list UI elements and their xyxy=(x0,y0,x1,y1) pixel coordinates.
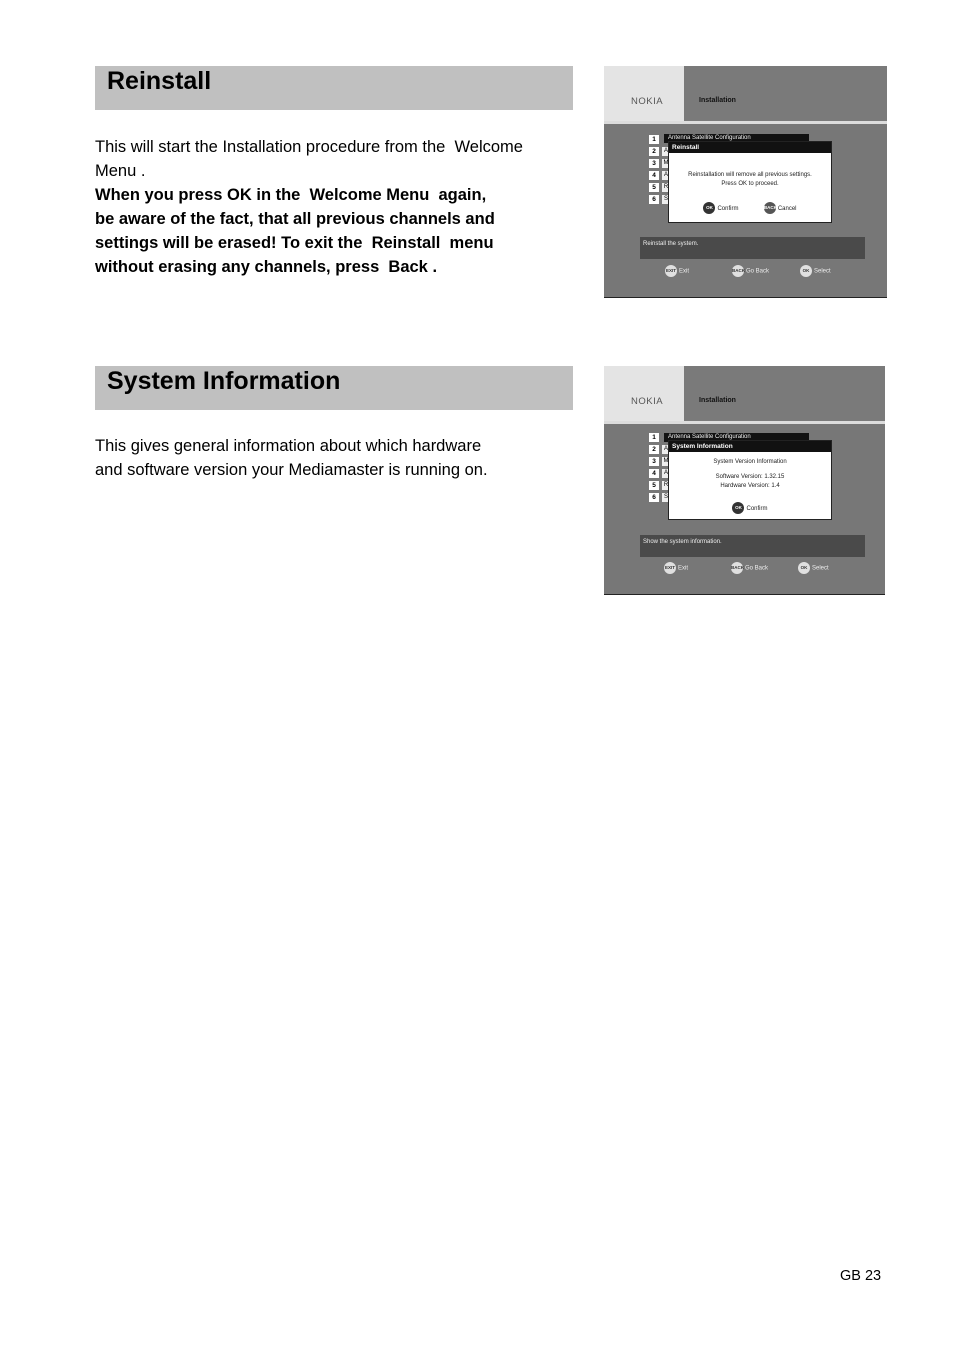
system-information-body xyxy=(95,434,565,482)
menu-item-letter: A xyxy=(663,470,668,476)
exit-label: Exit xyxy=(678,565,689,572)
hardware-version: Hardware Version: 1.4 xyxy=(720,483,780,489)
select-label: Select xyxy=(814,268,831,275)
cancel-label: Cancel xyxy=(777,205,797,212)
select-button[interactable] xyxy=(798,562,829,574)
ok-icon: OK xyxy=(798,562,810,574)
screen-bottom-edge xyxy=(604,594,885,595)
go-back-button[interactable] xyxy=(731,562,768,574)
reinstall-dialog xyxy=(668,141,832,223)
body-line: This gives general information about which hardware xyxy=(95,437,482,455)
body-line-warning: be aware of the fact, that all previous channels and xyxy=(95,210,495,228)
dialog-buttons xyxy=(669,502,831,514)
system-information-screenshot xyxy=(604,366,885,595)
go-back-button[interactable] xyxy=(732,265,769,277)
dialog-title: Reinstall xyxy=(669,142,831,153)
menu-number: 4 xyxy=(649,171,659,180)
brand-logo: NOKIA xyxy=(631,396,664,407)
menu-item-letter: S xyxy=(663,494,668,500)
menu-number: 2 xyxy=(649,147,659,156)
menu-item-letter: M xyxy=(663,160,669,166)
reinstall-header xyxy=(95,66,573,110)
menu-item-letter: A xyxy=(663,172,668,178)
menu-item-letter: M xyxy=(663,458,669,464)
menu-number: 3 xyxy=(649,457,659,466)
menu-number: 6 xyxy=(649,493,659,502)
status-bar: Show the system information. xyxy=(640,535,865,557)
brand-panel xyxy=(604,66,684,121)
system-information-header xyxy=(95,366,573,410)
ok-icon: OK xyxy=(800,265,812,277)
menu-title: Antenna Satellite Configuration xyxy=(664,134,809,143)
exit-icon: EXIT xyxy=(665,265,677,277)
confirm-label: Confirm xyxy=(717,205,739,212)
header-panel xyxy=(684,366,885,421)
menu-item-letter: A xyxy=(663,446,668,452)
menu-number: 6 xyxy=(649,195,659,204)
body-line: and software version your Mediamaster is running on. xyxy=(95,461,488,479)
reinstall-body xyxy=(95,135,565,279)
header-panel xyxy=(684,66,887,121)
body-line-warning: without erasing any channels, press Back . xyxy=(95,258,438,276)
menu-item-letter: R xyxy=(663,184,669,190)
status-bar: Reinstall the system. xyxy=(640,237,865,259)
brand-logo: NOKIA xyxy=(631,96,664,107)
menu-item-letter: S xyxy=(663,196,668,202)
select-button[interactable] xyxy=(800,265,831,277)
divider xyxy=(604,121,887,124)
body-line: Menu . xyxy=(95,162,146,180)
exit-label: Exit xyxy=(679,268,690,275)
dialog-line: Press OK to proceed. xyxy=(721,181,779,187)
screen-header: Installation xyxy=(699,397,736,404)
menu-item-letter: A xyxy=(663,148,668,154)
reinstall-screenshot xyxy=(604,66,887,298)
back-icon: BACK xyxy=(731,562,743,574)
menu-number: 3 xyxy=(649,159,659,168)
system-information-dialog xyxy=(668,440,832,520)
go-back-label: Go Back xyxy=(745,565,769,572)
go-back-label: Go Back xyxy=(746,268,770,275)
divider xyxy=(604,421,885,424)
cancel-button[interactable] xyxy=(764,206,797,212)
dialog-line: Reinstallation will remove all previous settings. xyxy=(688,172,812,178)
confirm-label: Confirm xyxy=(746,505,768,512)
back-icon: BACK xyxy=(764,202,776,214)
select-label: Select xyxy=(812,565,829,572)
menu-number: 2 xyxy=(649,445,659,454)
exit-icon: EXIT xyxy=(664,562,676,574)
exit-button[interactable] xyxy=(665,265,689,277)
screen-header: Installation xyxy=(699,97,736,104)
brand-panel xyxy=(604,366,684,421)
page-number: GB 23 xyxy=(840,1268,882,1284)
screen-bottom-edge xyxy=(604,297,887,298)
body-line-warning: When you press OK in the Welcome Menu again, xyxy=(95,186,487,204)
menu-number: 1 xyxy=(649,135,659,144)
system-information-title: System Information xyxy=(107,367,341,395)
confirm-button[interactable] xyxy=(732,506,767,512)
menu-number: 4 xyxy=(649,469,659,478)
software-version: Software Version: 1.32.15 xyxy=(715,474,785,480)
dialog-buttons xyxy=(669,202,831,214)
back-icon: BACK xyxy=(732,265,744,277)
reinstall-title: Reinstall xyxy=(107,67,212,95)
dialog-title: System Information xyxy=(669,441,831,452)
exit-button[interactable] xyxy=(664,562,688,574)
body-line: This will start the Installation procedure from the Welcome xyxy=(95,138,523,156)
dialog-line: System Version Information xyxy=(713,459,787,465)
menu-number: 1 xyxy=(649,433,659,442)
ok-icon: OK xyxy=(703,202,715,214)
ok-icon: OK xyxy=(732,502,744,514)
menu-item-letter: R xyxy=(663,482,669,488)
menu-title: Antenna Satellite Configuration xyxy=(664,433,809,442)
body-line-warning: settings will be erased! To exit the Reinstall menu xyxy=(95,234,494,252)
confirm-button[interactable] xyxy=(703,206,740,212)
menu-number: 5 xyxy=(649,481,659,490)
menu-number: 5 xyxy=(649,183,659,192)
